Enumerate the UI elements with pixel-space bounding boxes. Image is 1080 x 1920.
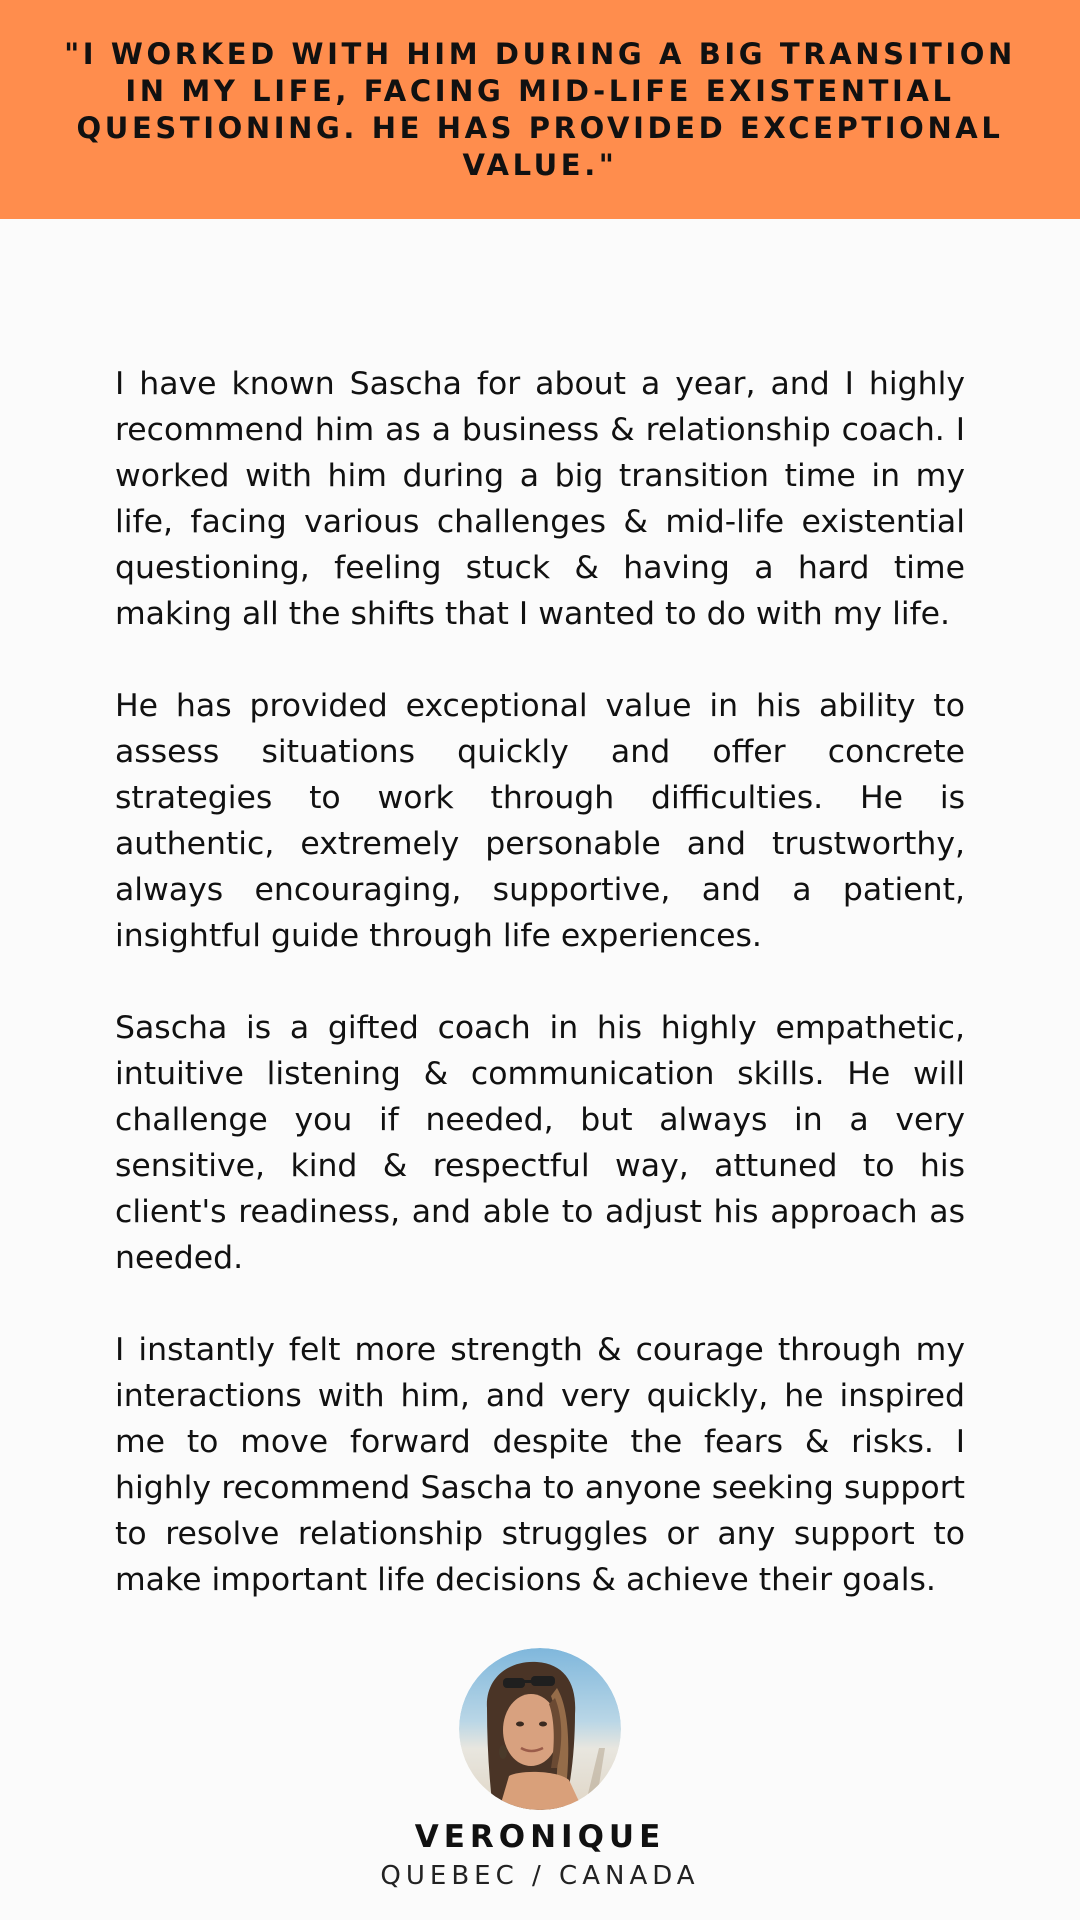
testimonial-paragraph: He has provided exceptional value in his ability to assess situations quickly and offer concrete strategies to work through difficulties. He is authentic, extremely personable and trustworthy, always encouraging, supportive, and a patient, insightful guide through life experiences. (115, 688, 965, 954)
author-name: VERONIQUE (414, 1819, 666, 1855)
testimonial-paragraph: Sascha is a gifted coach in his highly empathetic, intuitive listening & communication skills. He will challenge you if needed, but always in a very sensitive, kind & respectful way, attuned to his client's readiness, and able to adjust his approach as needed. (115, 1010, 965, 1276)
author-block (0, 1648, 1080, 1892)
testimonial-paragraph: I instantly felt more strength & courage through my interactions with him, and very quickly, he inspired me to move forward despite the fears & risks. I highly recommend Sascha to anyone seeking support to resolve relationship struggles or any support to make important life decisions & achieve their goals. (115, 1332, 965, 1598)
quote-banner (0, 0, 1080, 219)
avatar-photo-icon (459, 1648, 621, 1810)
author-location: QUEBEC / CANADA (380, 1861, 700, 1891)
testimonial-paragraph: I have known Sascha for about a year, and I highly recommend him as a business & relationship coach. I worked with him during a big transition time in my life, facing various challenges & mid-life existential questioning, feeling stuck & having a hard time making all the shifts that I wanted to do with my life. (115, 366, 965, 632)
avatar (459, 1648, 621, 1810)
banner-quote: "I WORKED WITH HIM DURING A BIG TRANSITION IN MY LIFE, FACING MID-LIFE EXISTENTIAL QUESTIONING. HE HAS PROVIDED EXCEPTIONAL VALUE." (64, 36, 1016, 182)
testimonial-body (115, 361, 965, 1649)
